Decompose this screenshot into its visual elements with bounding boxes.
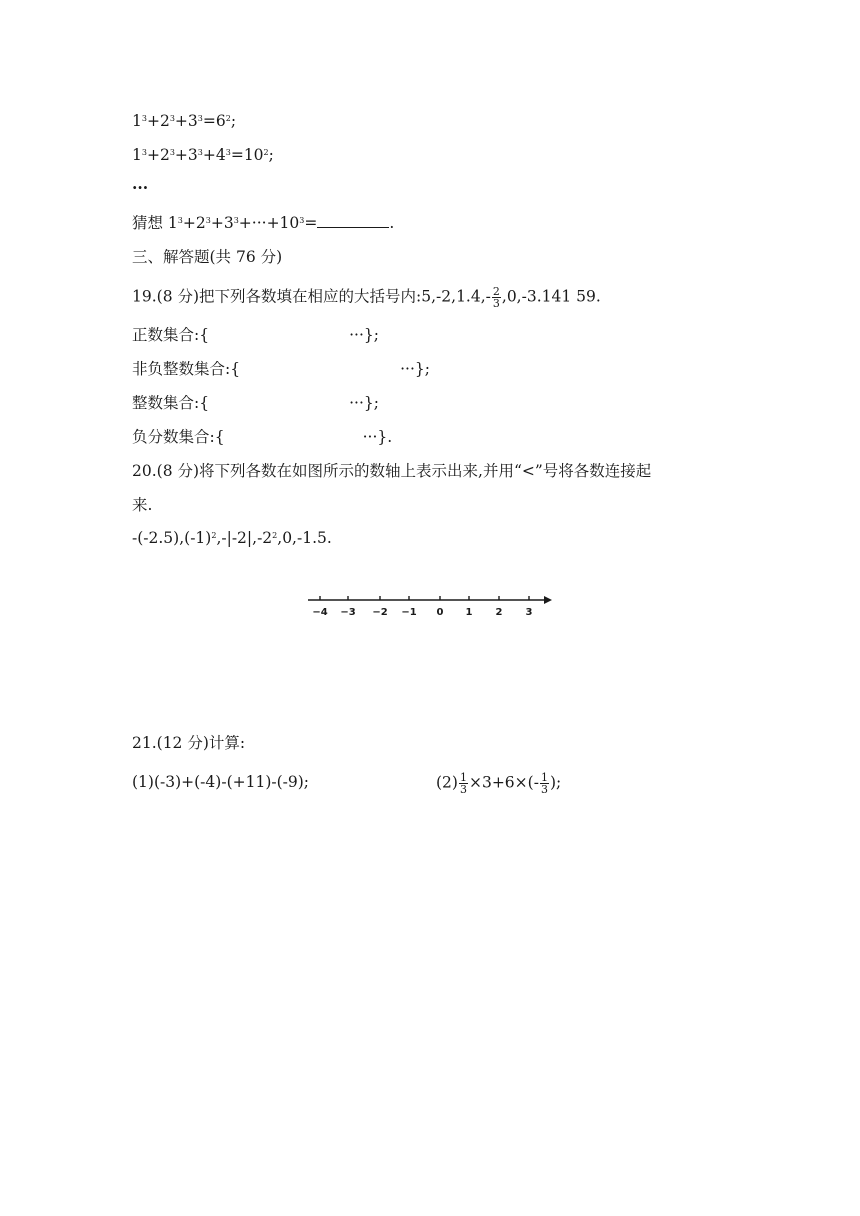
pattern-ellipsis: ··· xyxy=(132,178,149,197)
pattern-line-1: $1^3+2^3+3^3=6^2$; xyxy=(132,112,237,130)
number-line-tick-label: −2 xyxy=(372,607,388,618)
set-positive: 正数集合:{ ···}; xyxy=(132,326,379,344)
fraction-two-thirds: $\frac{2}{3}$ xyxy=(492,285,500,310)
number-line-arrow xyxy=(544,596,552,604)
number-line-tick-label: −1 xyxy=(401,607,417,618)
q20-stem-line-1: 20.(8 分)将下列各数在如图所示的数轴上表示出来,并用“<”号将各数连接起 xyxy=(132,462,652,480)
q21-part-1: (1)(-3)+(-4)-(+11)-(-9); xyxy=(132,773,310,791)
q21-part-2: (2) $\frac{1}{3}$ ×3+6×(- $\frac{1}{3}$ ); xyxy=(436,771,562,796)
number-line-tick-label: −3 xyxy=(340,607,356,618)
section-title: 三、解答题(共 76 分) xyxy=(132,248,283,266)
number-line-tick-label: −4 xyxy=(312,607,328,618)
q21-stem: 21.(12 分)计算: xyxy=(132,734,246,752)
set-nonnegative-integer: 非负整数集合:{ ···}; xyxy=(132,360,430,378)
fraction-one-third-neg: $\frac{1}{3}$ xyxy=(540,771,548,796)
number-line xyxy=(300,592,560,622)
number-line-tick-label: 2 xyxy=(495,607,503,618)
q20-numbers: $-(-2.5),(-1)^2,-|-2|,-2^2,0,-1.5$. xyxy=(132,529,332,547)
fraction-one-third: $\frac{1}{3}$ xyxy=(459,771,467,796)
pattern-guess: 猜想 $1^3+2^3+3^3+\cdot\cdot\cdot+10^3=$ . xyxy=(132,214,395,232)
pattern-line-2: $1^3+2^3+3^3+4^3=10^2$; xyxy=(132,146,274,164)
number-line-tick-label: 1 xyxy=(465,607,473,618)
answer-blank xyxy=(317,213,389,228)
number-line-tick-label: 0 xyxy=(436,607,444,618)
number-line-tick-label: 3 xyxy=(525,607,533,618)
q20-stem-line-2: 来. xyxy=(132,496,153,514)
q19-stem: 19.(8 分)把下列各数填在相应的大括号内:5,-2,1.4,- $\frac{2}{3}$ ,0,-3.141 59. xyxy=(132,285,601,310)
set-negative-fraction: 负分数集合:{ ···}. xyxy=(132,428,393,446)
set-integer: 整数集合:{ ···}; xyxy=(132,394,379,412)
